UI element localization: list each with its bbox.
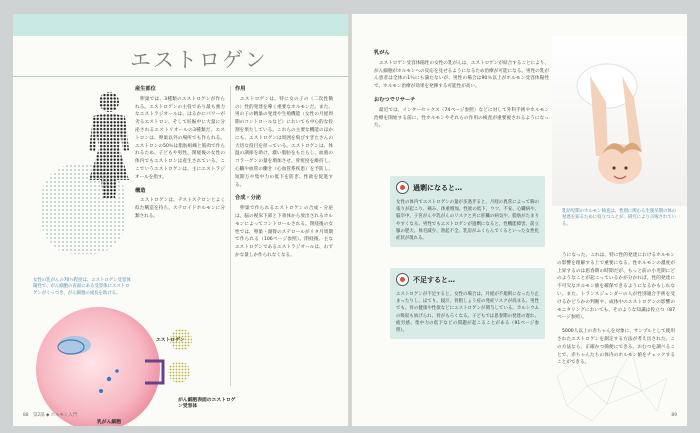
paragraph-structure: エストロゲンは、テストステロンとよく似た構造を持ち、ステロイドホルモンに分類される。 — [135, 198, 225, 219]
molecular-mesh-decoration — [547, 316, 687, 426]
deficiency-box-title — [396, 273, 539, 286]
left-column-2 — [235, 86, 333, 266]
deficiency-title-text: 不足すると… — [413, 275, 455, 284]
label-cancer-cell: 乳がん細胞 — [97, 420, 121, 425]
heading-synthesis: 合成・分泌 — [235, 195, 261, 202]
paragraph-breast-cancer: エストロゲン受容体陽性の女性の乳がんは、エストロゲンが結合することにより、がん細胞がホルモンへの反応を見せるようになるため治療が可能になる。男性の乳がん患者は全体の1％にも満たないが、男性の場合は90％以上がホルモン受容体陽性で、ホルモン治療が効果を発揮する可能性が高い。 — [374, 60, 549, 90]
left-column-1 — [135, 86, 225, 227]
right-page — [352, 14, 687, 426]
left-page-footer: 88 第2部 ◆ ホルモン入門 — [23, 413, 78, 418]
label-estrogen: エストロゲン — [156, 338, 185, 343]
baby-photo — [552, 36, 687, 206]
page-title: エストロゲン — [130, 48, 268, 72]
paragraph-synthesis: 卵巣で作られるエストロゲンの合成・分泌は、脳の視床下部と下垂体から放出されるホルモンによってコントロールされる。閉経後の女性では、卵巣・副腎のステロールがリタ月周期で作られる（106ページ参照）。閉経後、主なエストロゲンであるエストラジオールは、わずかな量しか作られなくなる。 — [235, 206, 333, 258]
woman-figure-caption: 女性の乳がんの70％程度は、エストロゲン受容体陽性で、がん細胞の表面にある受容体にエストロゲンがくっつき、がん細胞の成長を助ける。 — [33, 278, 131, 296]
left-page — [13, 14, 348, 426]
excess-box — [390, 176, 545, 247]
excess-box-text: 女性の体内でエストロゲンの量が多過ぎると、月経の異常によって胸の張りが起こり、痛み、体重増加、性欲の低下、ウツ、不安、心臓病や、脳卒中、子宮がんや乳がんのリスクと共に肝臓の病気や、脂肪がたまりやすくなる。男性でもエストロゲンが過剰になると、性機能障害、前立腺の肥大、体毛減少、勃起不全、乳房がふくらんでくるといった女性化症状が現れる。 — [396, 200, 539, 242]
paragraph-diaper-study: 5000人以上の赤ちゃんを対象に、サンプルとして使用されたエストロゲンを測定する方法が考え出された。この方法なら、正確かつ簡便にできる。おむつを調べることで、赤ちゃんたちの体内のホルモン値をチェックすることができる。 — [557, 329, 675, 366]
target-icon — [396, 181, 409, 194]
title-divider — [13, 76, 348, 77]
target-icon — [396, 273, 409, 286]
page-header-band — [13, 14, 348, 36]
right-page-footer: 89 — [671, 413, 677, 418]
estrogen-bound-icon — [168, 361, 190, 383]
deficiency-box-text: エストロゲンが不足すると、女性の場合は、月経が不規則になったり止まったりし、ほてり、寝汗、骨粗しょう症の発症リスクが高まる。男性でも、骨の健康や性欲などにエストロゲンが関与している。カルシウムの吸収も妨げられ、骨がもろくなる。子どもでは思春期の発達の遅れ、疲労感、集中力の低下などの問題が起こることがある（91ページ参照）。 — [396, 292, 539, 334]
heading-breast-cancer: 乳がん — [374, 50, 390, 56]
heading-structure: 構造 — [135, 187, 146, 194]
heading-production-site: 産生部位 — [135, 86, 156, 92]
paragraph-action: エストロゲンは、特に女の子の（二次性徴の）性的発達を導く重要なホルモンだ。また、男の子の精巣の発達や生殖機能（女性の月経周期のコントロールなど）においても中心的な役割を果たしている。これらの主要な機能のほかにも、エストロゲンは周囲を飛びすぎたさんの大切な役目を担っている。エストロゲンは、体温の調節を助け、濃い脂肪をもたらし、血液のコラーゲンの量を増加させ、骨密度を維持し、心臓や血管の働き（心血管系疾患）を予防し、短期万や集中力の低下を防ぎ、性欲を促進する。 — [235, 96, 333, 188]
cancer-cell — [36, 307, 160, 426]
deficiency-box — [390, 268, 545, 339]
paragraph-production-site: 卵巣では、3種類のエストロゲンが作られる。エストロゲンの主役であり最も強力なエストラジオールは、はるかにパワーが劣るエストロン、そして妊娠中に大量に分泌されるエストリオールの3種類だ。エストロンは、卵巣以外の場所でも作られる。エストロンの50％は脂肪組織と筋肉で作られるため、子どもや男性、閉経後の女性の体内でもエストロンは産生されている。ここでいうエストロゲンは、主にエストラジオールを指す。 — [135, 96, 225, 180]
right-column-1 — [374, 50, 549, 136]
paragraph-diaper-research: 最近では、インターセックス（74ページ参照）などに対して外科手術やホルモン治療を開始する前に、性ホルモンやそれらの作用の検査が重要視されるようになった。 — [374, 107, 549, 129]
paragraph-continuation: うになった。これは、特に性的発達におけるホルモンの影響を理解する上で重要になる。性ホルモンの濃度が上昇するのは思春期の時期だが、もっと前の小児期にどのようなことが起こっているかが分かれば、性的発達に不可欠なホルモン値を確保できるようになるかもしれない。また、トランスジェンダーの人が性別適合手術を受けるかどうかの判断や、成体中のエストロゲンの影響のモニタリングにおいても、そのような知識は役立つ（87ページ参照）。 — [557, 253, 675, 321]
excess-title-text: 過剰になると… — [413, 183, 462, 192]
heading-action: 作用 — [235, 86, 246, 92]
baby-photo-caption: 乳幼児期のホルモン検査は、性別に関わる生後早期の体の発達を知るために役立つことが、研究により示唆されている。 — [562, 209, 677, 227]
label-receptor: がん細胞表面のエストロゲン受容体 — [178, 398, 236, 409]
excess-box-title — [396, 181, 539, 194]
woman-figure-icon — [79, 90, 139, 200]
heading-diaper-research: おむつでリサーチ — [374, 96, 416, 103]
